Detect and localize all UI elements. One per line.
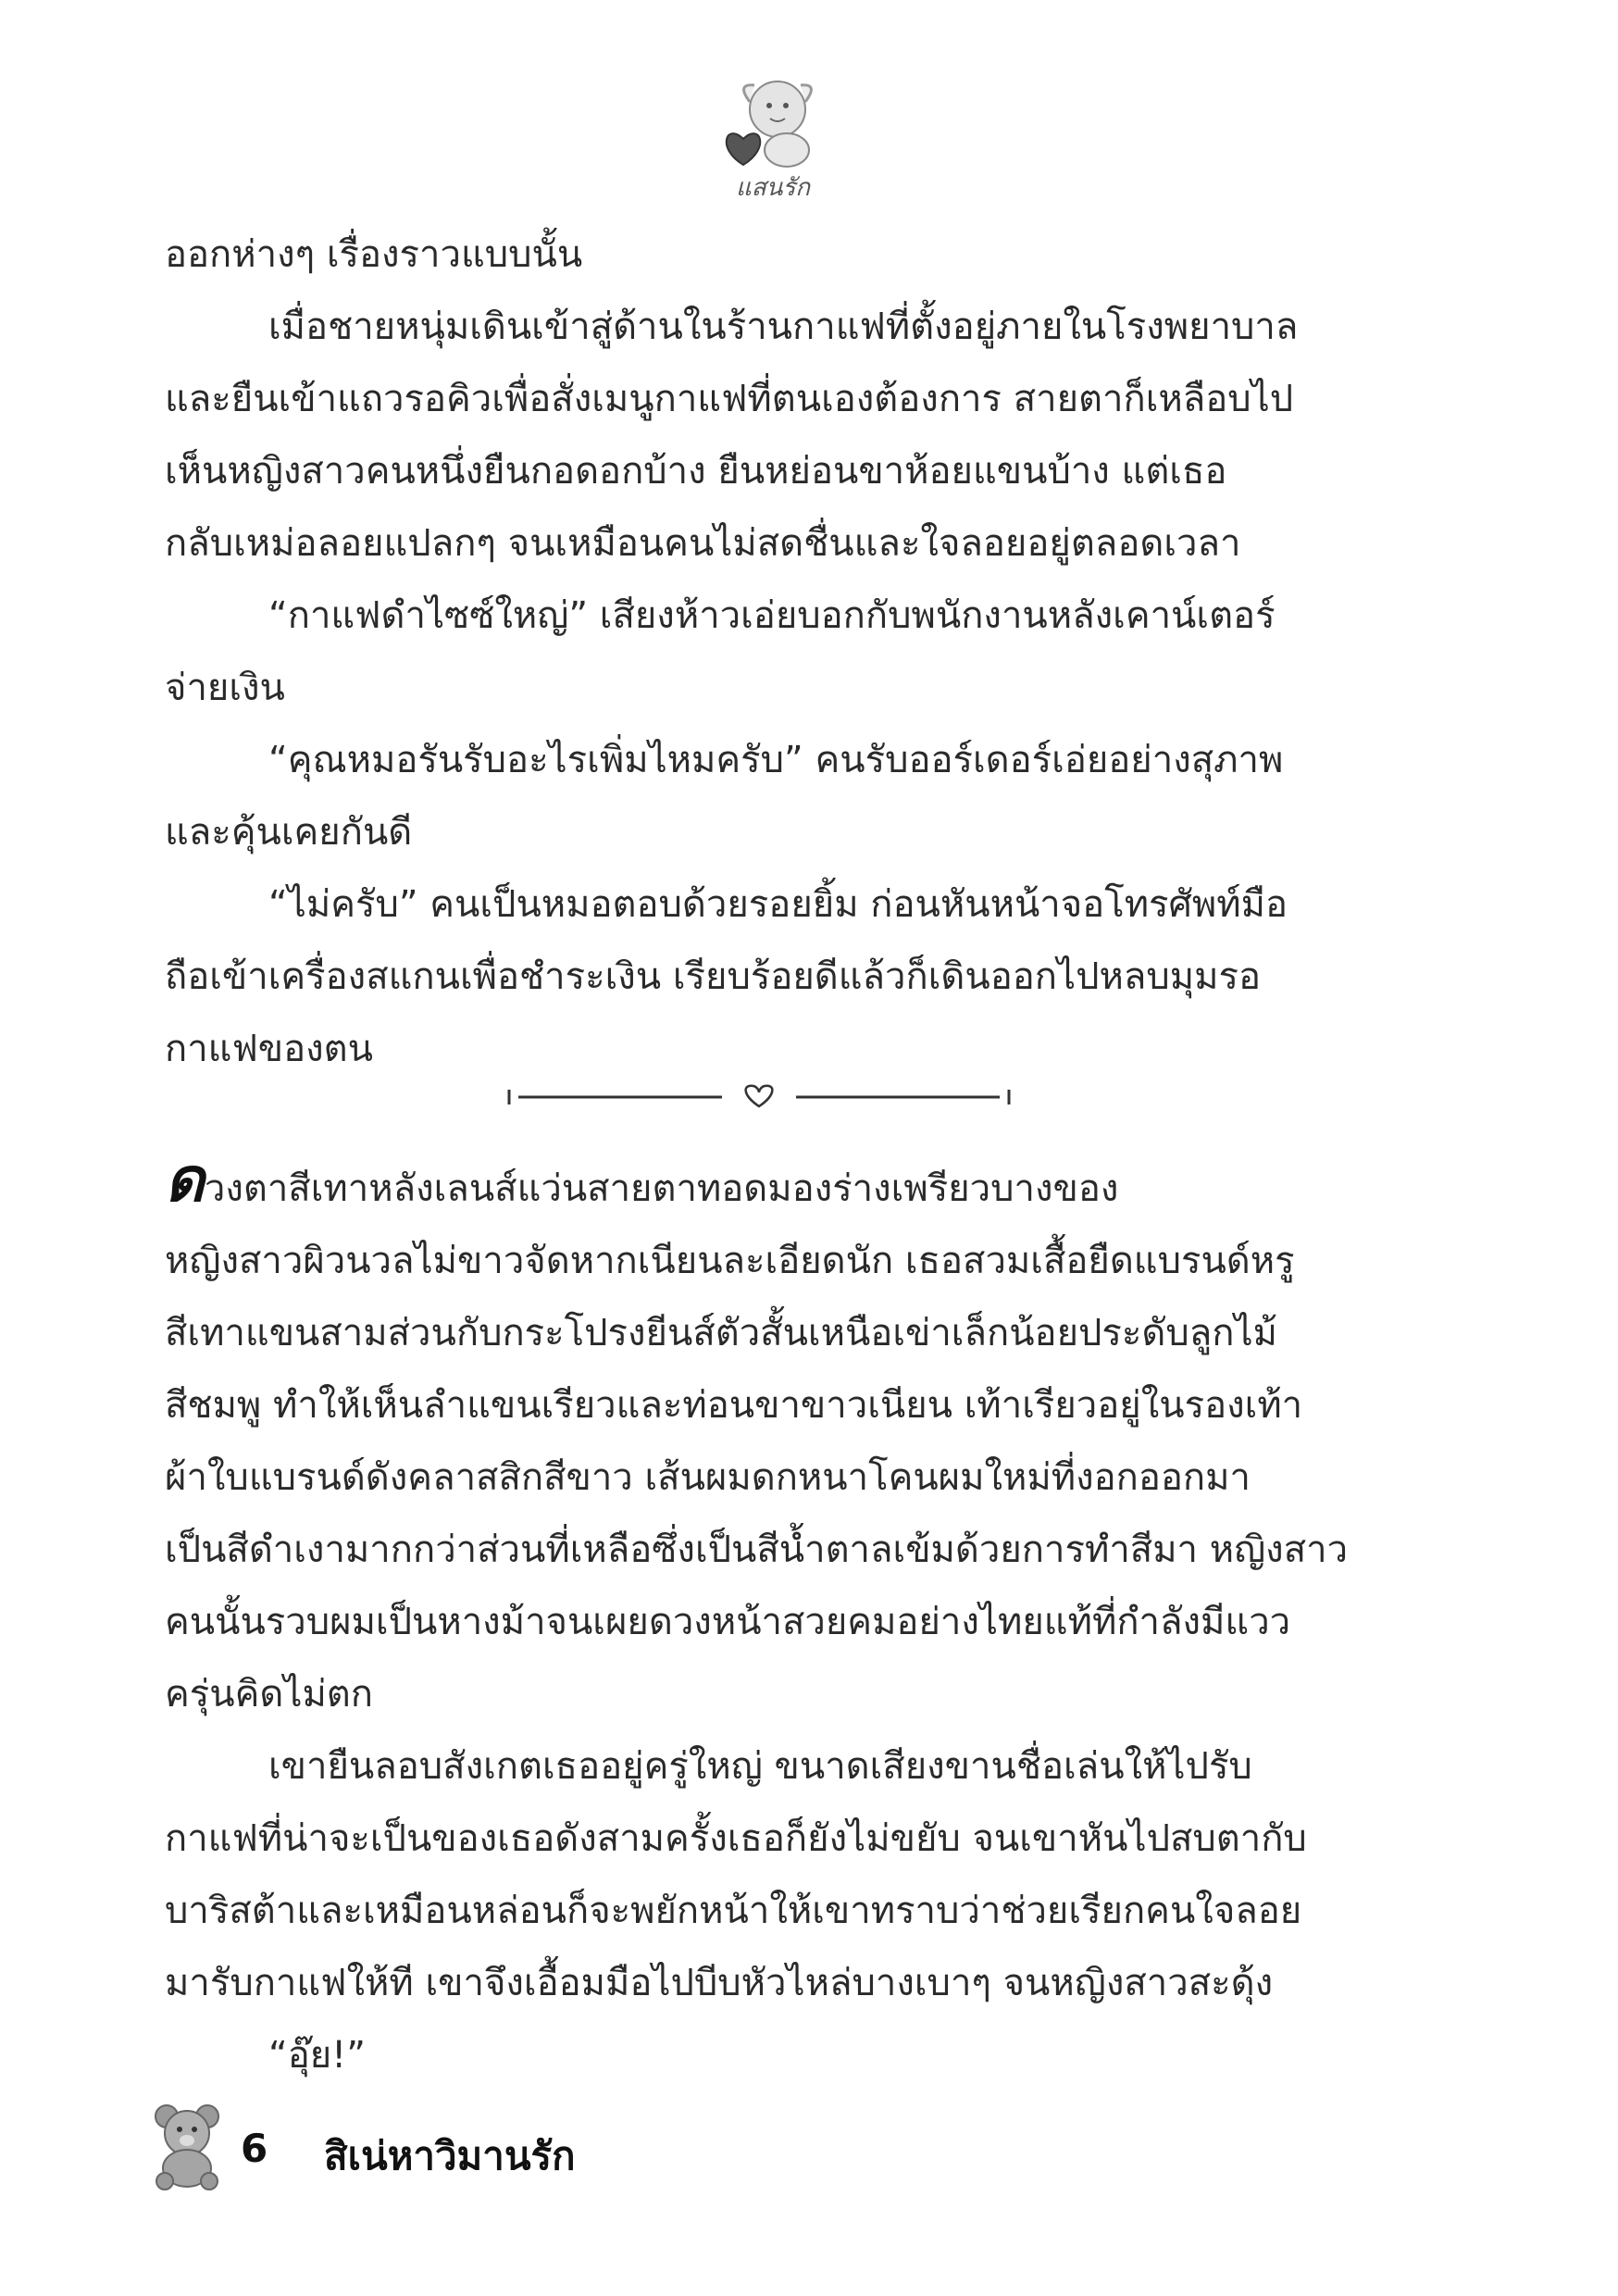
first-line-text: วงตาสีเทาหลังเลนส์แว่นสายตาทอดมองร่างเพรียวบางของ — [204, 1167, 1119, 1210]
text-line: ครุ่นคิดไม่ตก — [165, 1673, 373, 1716]
text-line: เขายืนลอบสังเกตเธออยู่ครู่ใหญ่ ขนาดเสียงขานชื่อเล่นให้ไปรับ — [268, 1745, 1252, 1788]
drop-cap: ด — [165, 1144, 205, 1216]
text-line: กลับเหม่อลอยแปลกๆ จนเหมือนคนไม่สดชื่นและใจลอยอยู่ตลอดเวลา — [165, 522, 1241, 565]
text-line: ผ้าใบแบรนด์ดังคลาสสิกสีขาว เส้นผมดกหนาโคนผมใหม่ที่งอกออกมา — [165, 1456, 1251, 1499]
text-line: ออกห่างๆ เรื่องราวแบบนั้น — [165, 233, 583, 276]
text-line: มารับกาแฟให้ที เขาจึงเอื้อมมือไปบีบหัวไหล่บางเบาๆ จนหญิงสาวสะดุ้ง — [165, 1962, 1274, 2004]
text-line: สีเทาแขนสามส่วนกับกระโปรงยีนส์ตัวสั้นเหนือเข่าเล็กน้อยประดับลูกไม้ — [165, 1312, 1277, 1354]
text-line: หญิงสาวผิวนวลไม่ขาวจัดหากเนียนละเอียดนัก เธอสวมเสื้อยืดแบรนด์หรู — [165, 1240, 1295, 1282]
teddy-bear-icon — [148, 2102, 231, 2190]
text-line: “กาแฟดำไซซ์ใหญ่” เสียงห้าวเอ่ยบอกกับพนักงานหลังเคาน์เตอร์ — [268, 594, 1276, 637]
page-footer — [148, 2102, 889, 2194]
text-line: สีชมพู ทำให้เห็นลำแขนเรียวและท่อนขาขาวเนียน เท้าเรียวอยู่ในรองเท้า — [165, 1384, 1303, 1427]
text-line: เห็นหญิงสาวคนหนึ่งยืนกอดอกบ้าง ยืนหย่อนขาห้อยแขนบ้าง แต่เธอ — [165, 450, 1227, 493]
text-line-first — [165, 1144, 1359, 1225]
logo-text: แสนรัก — [735, 174, 811, 202]
page-number: 6 — [241, 2126, 268, 2171]
text-line: บาริสต้าและเหมือนหล่อนก็จะพยักหน้าให้เขาทราบว่าช่วยเรียกคนใจลอย — [165, 1890, 1302, 1932]
text-line: จ่ายเงิน — [165, 667, 285, 709]
text-line: “อุ๊ย!” — [268, 2034, 366, 2077]
publisher-logo — [699, 65, 847, 204]
text-line: คนนั้นรวบผมเป็นหางม้าจนเผยดวงหน้าสวยคมอย่างไทยแท้ที่กำลังมีแวว — [165, 1601, 1291, 1643]
text-line: เมื่อชายหนุ่มเดินเข้าสู่ด้านในร้านกาแฟที่ตั้งอยู่ภายในโรงพยาบาล — [268, 306, 1299, 348]
text-line: และคุ้นเคยกันดี — [165, 811, 413, 854]
section-divider — [500, 1079, 1018, 1116]
text-line: ถือเข้าเครื่องสแกนเพื่อชำระเงิน เรียบร้อยดีแล้วก็เดินออกไปหลบมุมรอ — [165, 955, 1262, 998]
text-line: และยืนเข้าแถวรอคิวเพื่อสั่งเมนูกาแฟที่ตนเองต้องการ สายตาก็เหลือบไป — [165, 378, 1294, 420]
text-line: กาแฟที่น่าจะเป็นของเธอดังสามครั้งเธอก็ยังไม่ขยับ จนเขาหันไปสบตากับ — [165, 1817, 1307, 1860]
heart-icon — [746, 1086, 773, 1106]
book-title: สิเน่หาวิมานรัก — [324, 2133, 576, 2178]
text-line: กาแฟของตน — [165, 1028, 373, 1070]
text-line: “คุณหมอรันรับอะไรเพิ่มไหมครับ” คนรับออร์เดอร์เอ่ยอย่างสุภาพ — [268, 739, 1284, 781]
text-line: “ไม่ครับ” คนเป็นหมอตอบด้วยรอยยิ้ม ก่อนหันหน้าจอโทรศัพท์มือ — [268, 883, 1288, 926]
paragraph-block-2 — [165, 1144, 1359, 2091]
text-line: เป็นสีดำเงามากกว่าส่วนที่เหลือซึ่งเป็นสีน้ำตาลเข้มด้วยการทำสีมา หญิงสาว — [165, 1529, 1349, 1571]
paragraph-block-1 — [165, 218, 1359, 1085]
